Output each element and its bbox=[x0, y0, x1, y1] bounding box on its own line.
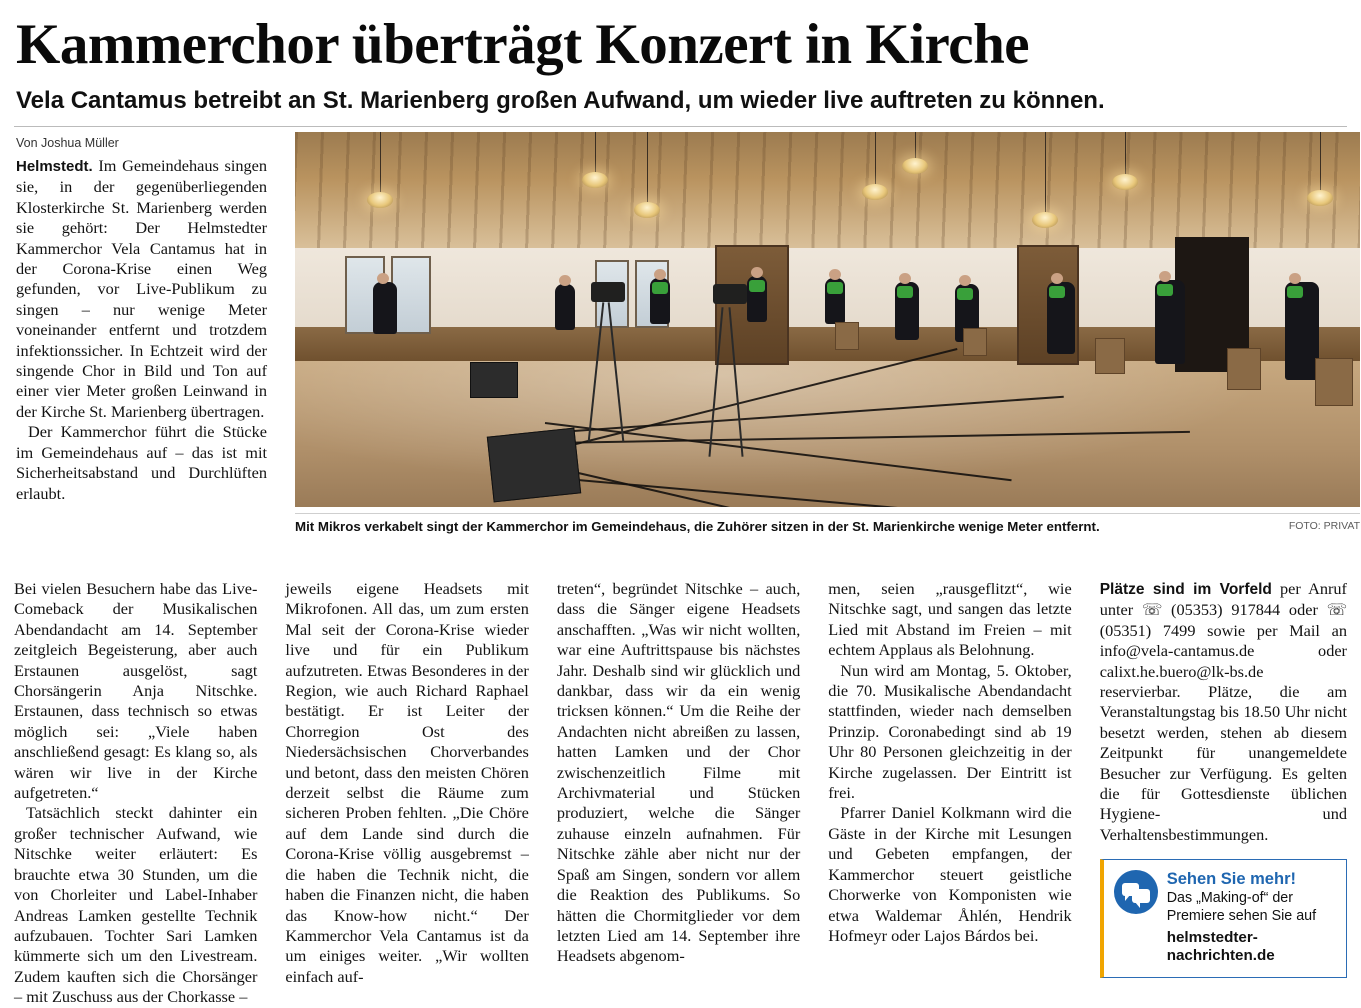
photo-choir-singer bbox=[1047, 282, 1075, 354]
article-column-1-top bbox=[16, 156, 267, 504]
photo-person bbox=[555, 284, 575, 330]
info-box bbox=[1100, 579, 1347, 845]
paragraph: men, seien „rausgeflitzt“, wie Nitschke sagt, und sangen das letzte Lied mit Abstand im Freien – mit echtem Applaus als Belohnung. bbox=[828, 579, 1072, 660]
lead-paragraph-text: Im Gemeindehaus singen sie, in der gegenüberliegenden Klosterkirche St. Marienberg werden sie gehört: Der Helmstedter Kammerchor Vela Cantamus hat in der Corona-Krise einen Weg gefunden, vor Live-Publikum zu singen – nur wenige Meter voneinander entfernt und trotzdem infektionssicher. In Echtzeit wird der singende Chor in Bild und Ton auf einer vier Meter großen Leinwand in der Kirche St. Marienberg übertragen. bbox=[16, 156, 267, 421]
photo-lamp-wire bbox=[595, 132, 596, 176]
photo-caption: Mit Mikros verkabelt singt der Kammerchor im Gemeindehaus, die Zuhörer sitzen in der St. Marienkirche wenige Meter entfernt. bbox=[295, 519, 1100, 534]
photo-lamp bbox=[1112, 174, 1138, 190]
photo-choir-singer bbox=[825, 278, 845, 324]
promo-box[interactable] bbox=[1100, 859, 1347, 978]
photo-lamp bbox=[367, 192, 393, 208]
photo-chair bbox=[835, 322, 859, 350]
info-box-title: Plätze sind im Vorfeld bbox=[1099, 581, 1272, 598]
photo-lamp bbox=[1307, 190, 1333, 206]
photo-lamp-wire bbox=[1045, 132, 1046, 216]
photo-person bbox=[373, 282, 397, 334]
paragraph: Der Kammerchor führt die Stücke im Gemeindehaus auf – das ist mit Sicherheitsabstand und Durchlüften erlaubt. bbox=[16, 422, 267, 503]
photo-speaker bbox=[487, 428, 581, 503]
paragraph: Bei vielen Besuchern habe das Live-Comeback der Musikalischen Abendandacht am 14. September zeitgleich Begeisterung, aber auch Erstaunen ausgelöst, sagt Chorsängerin Anja Nitschke. Erstaunen, dass technisch so etwas möglich sei: „Viele haben anschließend gesagt: Es klang so, als wären wir live in der Kirche aufgetreten.“ bbox=[14, 579, 258, 803]
photo-lamp-wire bbox=[875, 132, 876, 188]
photo-chair bbox=[1095, 338, 1125, 374]
photo-lamp-wire bbox=[380, 132, 381, 196]
photo-monitor bbox=[470, 362, 518, 398]
photo-block bbox=[295, 132, 1360, 535]
photo-floor-reflection bbox=[295, 361, 1360, 507]
photo-choir-singer bbox=[747, 276, 767, 322]
promo-text bbox=[1167, 870, 1336, 965]
paragraph: jeweils eigene Headsets mit Mikrofonen. All das, um zum ersten Mal seit der Corona-Krise wieder live und für ein Publikum aufzutreten. Etwas Besonderes in der Region, wie auch Richard Raphael bestätigt. Er ist Leiter der Chorregion Ost des Niedersächsischen Chorverbandes und betont, dass den meisten Chören derzeit selbst die Räume zum sicheren Proben fehlten. „Die Chöre auf dem Lande sind durch die Corona-Krise völlig ausgebremst – die haben die Technik nicht, die haben die Finanzen nicht, die haben das Know-how nicht.“ Der Kammerchor Vela Cantamus ist da um einiges weiter. „Wir wollten einfach auf- bbox=[285, 579, 529, 986]
lead-paragraph bbox=[16, 156, 267, 422]
photo-window bbox=[391, 256, 431, 334]
photo-credit: FOTO: PRIVAT bbox=[1288, 520, 1360, 532]
photo-chair bbox=[1315, 358, 1353, 406]
chat-bubbles-icon bbox=[1114, 870, 1158, 914]
subheadline: Vela Cantamus betreibt an St. Marienberg großen Aufwand, um wieder live auftreten zu können. bbox=[16, 87, 1105, 114]
photo-chair bbox=[1227, 348, 1261, 390]
photo-lamp bbox=[634, 202, 660, 218]
byline: Von Joshua Müller bbox=[16, 136, 119, 150]
dateline: Helmstedt. bbox=[16, 158, 93, 175]
paragraph: Tatsächlich steckt dahinter ein großer technischer Aufwand, wie Nitschke weiter erläutert: Es brauchte etwa 30 Stunden, um die von Chorleiter und Label-Inhaber Andreas Lamken gestellte Technik aufzubauen. Tochter Sari Lamken kümmerte sich um den Livestream. Zudem kauften sich die Chorsänger – mit Zuschuss aus der Chorkasse – bbox=[14, 803, 258, 1007]
photo-lamp bbox=[862, 184, 888, 200]
top-zone bbox=[14, 156, 1360, 571]
article-photo bbox=[295, 132, 1360, 507]
promo-description: Das „Making-of“ der Premiere sehen Sie auf bbox=[1166, 889, 1317, 925]
info-box-text: per Anruf unter ☏ (05353) 917844 oder ☏ (05351) 7499 sowie per Mail an info@vela-cantamus.de oder calixt.he.buero@lk-bs.de reservierbar. Plätze, die am Veranstaltungstag bis 18.50 Uhr nicht besetzt werden, stehen ab diesem Zeitpunkt für unangemeldete Besucher zur Verfügung. Es gelten die für Gottesdienste üblichen Hygiene- und Verhaltensbestimmungen. bbox=[1099, 579, 1347, 844]
article-column-2 bbox=[285, 579, 529, 986]
photo-lamp bbox=[902, 158, 928, 174]
photo-choir-singer bbox=[1155, 280, 1185, 364]
photo-lamp-wire bbox=[647, 132, 648, 206]
page-title: Kammerchor überträgt Konzert in Kirche bbox=[16, 13, 1030, 76]
photo-choir-singer bbox=[1285, 282, 1319, 380]
promo-url[interactable]: helmstedter-nachrichten.de bbox=[1166, 928, 1275, 964]
photo-choir-singer bbox=[650, 278, 670, 324]
photo-lamp-wire bbox=[1320, 132, 1321, 194]
divider bbox=[14, 126, 1347, 127]
paragraph: Pfarrer Daniel Kolkmann wird die Gäste in der Kirche mit Lesungen und Gebeten empfangen, der Kammerchor steuert geistliche Chorwerke von Komponisten wie etwa Waldemar Åhlén, Hendrik Hofmeyr oder Lajos Bárdos bei. bbox=[828, 803, 1072, 945]
photo-chair bbox=[963, 328, 987, 356]
promo-heading: Sehen Sie mehr! bbox=[1166, 870, 1296, 889]
paragraph: Nun wird am Montag, 5. Oktober, die 70. Musikalische Abendandacht stattfinden, wieder nach demselben Prinzip. Coronabedingt sind ab 19 Uhr 80 Personen gleichzeitig in der Kirche zugelassen. Der Eintritt ist frei. bbox=[828, 660, 1072, 803]
photo-caption-row bbox=[295, 513, 1360, 535]
photo-lamp-wire bbox=[1125, 132, 1126, 178]
photo-lamp bbox=[1032, 212, 1058, 228]
photo-camera bbox=[713, 284, 747, 304]
article-column-5 bbox=[1100, 579, 1347, 969]
article-column-3 bbox=[557, 579, 800, 969]
photo-choir-singer bbox=[895, 282, 919, 340]
article-column-4 bbox=[828, 579, 1071, 969]
article-column-1 bbox=[14, 579, 258, 1007]
paragraph: treten“, begründet Nitschke – auch, dass die Sänger eigene Headsets anschafften. „Was wir nicht wollten, war eine Auftrittspause bis nächstes Jahr. Deshalb sind wir glücklich und dankbar, dass wir da ein wenig tricksen können.“ Um die Reihe der Andachten nicht abreißen zu lassen, hatten Lamken und der Chor zwischenzeitlich Filme mit Archivmaterial und Stücken produziert, welche die Sänger zuhause einzeln aufnahmen. Für Nitschke zähle aber nicht nur der Spaß am Singen, sondern vor allem die Reaktion des Publikums. So hätten die Chormitglieder vor dem letzten Lied am 14. September ihre Headsets abgenom- bbox=[556, 579, 801, 966]
photo-camera bbox=[591, 282, 625, 302]
photo-ceiling-beams bbox=[295, 132, 1360, 248]
article-columns bbox=[14, 579, 1347, 1007]
photo-lamp bbox=[582, 172, 608, 188]
